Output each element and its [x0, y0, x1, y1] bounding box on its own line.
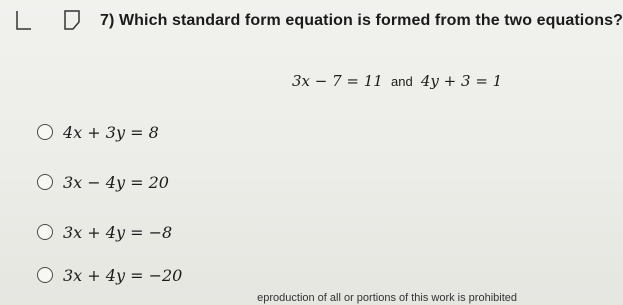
- answer-option-label: 3x + 4y = −20: [63, 265, 183, 285]
- answer-option-3[interactable]: [37, 221, 173, 243]
- bookmark-icon[interactable]: [63, 10, 81, 30]
- given-equation-2: 4y + 3 = 1: [420, 72, 503, 90]
- radio-button[interactable]: [37, 174, 53, 190]
- bookmark-icon[interactable]: [15, 10, 33, 30]
- question-text: 7) Which standard form equation is formed from the two equations?: [100, 12, 623, 29]
- radio-button[interactable]: [37, 267, 53, 283]
- answer-option-1[interactable]: [37, 121, 159, 143]
- answer-option-2[interactable]: [37, 171, 169, 193]
- copyright-footer: eproduction of all or portions of this work is prohibited: [257, 292, 517, 304]
- given-equation-1: 3x − 7 = 11: [292, 72, 383, 90]
- answer-option-label: 4x + 3y = 8: [63, 122, 159, 142]
- radio-button[interactable]: [37, 224, 53, 240]
- answer-option-label: 3x − 4y = 20: [63, 172, 169, 192]
- radio-button[interactable]: [37, 124, 53, 140]
- and-label: and: [391, 74, 413, 89]
- answer-option-label: 3x + 4y = −8: [63, 222, 173, 242]
- answer-option-4[interactable]: [37, 264, 183, 286]
- given-equations: [292, 72, 502, 90]
